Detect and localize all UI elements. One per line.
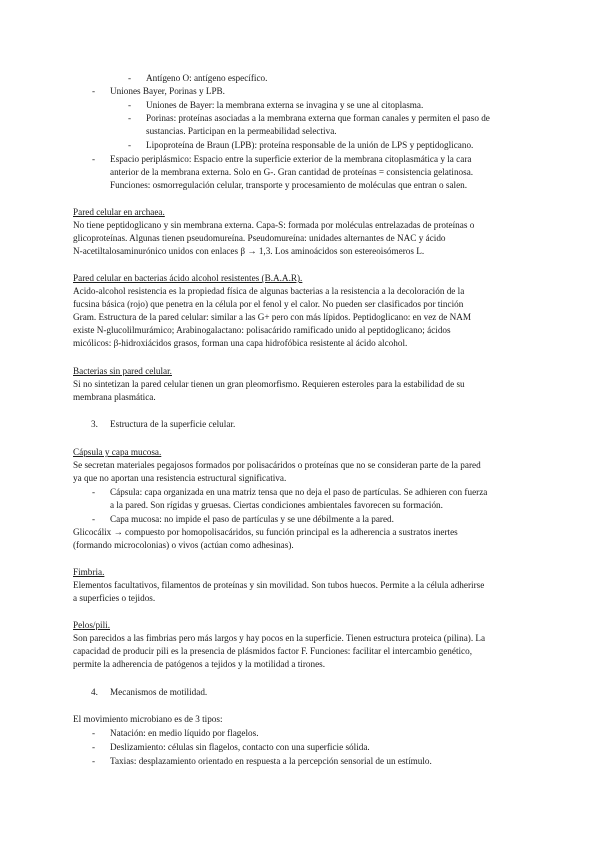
bullet-marker: - <box>92 487 96 497</box>
bullet-marker: - <box>128 113 132 123</box>
pelos-line-2: capacidad de producir pili es la presencia de plásmidos factor F. Funciones: facilitar el intercambio genético, <box>73 646 473 656</box>
porinas-item-line-1: Porinas: proteínas asociadas a la membrana externa que forman canales y permiten el paso de <box>146 113 490 123</box>
baar-line-4: existe N-glucolilmurámico; Arabinogalactano: polisacárido ramificado unido al peptidoglicano; ácidos <box>73 325 451 335</box>
fimbria-line-2: a superficies o tejidos. <box>73 593 156 603</box>
capsula-heading: Cápsula y capa mucosa. <box>73 447 162 457</box>
periplasmico-line-3: Funciones: osmorregulación celular, transporte y procesamiento de moléculas que entran o salen. <box>110 180 468 190</box>
bullet-marker: - <box>92 728 96 738</box>
sin-pared-line-1: Si no sintetizan la pared celular tienen un gran pleomorfismo. Requieren esteroles para la estabilidad de su <box>73 379 465 389</box>
sin-pared-line-2: membrana plasmática. <box>73 392 156 402</box>
deslizamiento-item: Deslizamiento: células sin flagelos, contacto con una superficie sólida. <box>110 742 370 752</box>
bullet-marker: - <box>128 140 132 150</box>
bullet-marker: - <box>92 154 96 164</box>
glicocalix-line-1: Glicocálix → compuesto por homopolisacáridos, su función principal es la adherencia a sustratos inertes <box>73 527 458 537</box>
bullet-marker: - <box>92 86 96 96</box>
section-4-number: 4. <box>91 687 98 697</box>
section-4-title: Mecanismos de motilidad. <box>110 687 208 697</box>
antigeno-o-item: Antígeno O: antígeno específico. <box>146 73 268 83</box>
bullet-marker: - <box>92 742 96 752</box>
fimbria-line-1: Elementos facultativos, filamentos de proteínas y sin movilidad. Son tubos huecos. Permite a la célula adherirse <box>73 580 485 590</box>
taxias-item: Taxias: desplazamiento orientado en respuesta a la percepción sensorial de un estímulo. <box>110 756 432 766</box>
bullet-marker: - <box>128 100 132 110</box>
section-3-number: 3. <box>91 419 98 429</box>
baar-line-2: fucsina básica (rojo) que penetra en la célula por el fenol y el calor. No pueden ser clasificados por tinción <box>73 299 464 309</box>
capsula-line-1: Se secretan materiales pegajosos formados por polisacáridos o proteínas que no se consideran parte de la pared <box>73 460 481 470</box>
baar-line-5: micólicos: β-hidroxiácidos grasos, forman una capa hidrofóbica resistente al ácido alcohol. <box>73 338 408 348</box>
porinas-item-line-2: sustancias. Participan en la permeabilidad selectiva. <box>146 126 337 136</box>
bullet-marker: - <box>128 73 132 83</box>
baar-heading: Pared celular en bacterias ácido alcohol resistentes (B.A.A.R). <box>73 273 303 283</box>
motilidad-intro: El movimiento microbiano es de 3 tipos: <box>73 714 223 724</box>
periplasmico-line-2: anterior de la membrana externa. Solo en G-. Gran cantidad de proteínas = consistencia gelatinosa. <box>110 167 474 177</box>
archaea-heading: Pared celular en archaea. <box>73 207 165 217</box>
pelos-line-3: permite la adherencia de patógenos a tejidos y la motilidad a tirones. <box>73 659 326 669</box>
capsula-item-line-2: a la pared. Son rígidas y gruesas. Ciertas condiciones ambientales favorecen su formación. <box>110 500 443 510</box>
capsula-item-line-1: Cápsula: capa organizada en una matriz tensa que no deja el paso de partículas. Se adhieren con fuerza <box>110 487 488 497</box>
fimbria-heading: Fimbria. <box>73 567 105 577</box>
baar-line-3: Gram. Estructura de la pared celular: similar a las G+ pero con más lípidos. Peptidoglicano: en vez de NAM <box>73 312 472 322</box>
baar-line-1: Acido-alcohol resistencia es la propiedad física de algunas bacterias a la resistencia a la decoloración de la <box>73 286 465 296</box>
capsula-line-2: ya que no aportan una resistencia estructural significativa. <box>73 473 287 483</box>
lipoproteina-item: Lipoproteína de Braun (LPB): proteína responsable de la unión de LPS y peptidoglicano. <box>146 140 474 150</box>
bullet-marker: - <box>92 756 96 766</box>
archaea-line-1: No tiene peptidoglicano y sin membrana externa. Capa-S: formada por moléculas entrelazadas de proteínas o <box>73 220 475 230</box>
sin-pared-heading: Bacterias sin pared celular. <box>73 366 172 376</box>
archaea-line-2: glicoproteínas. Algunas tienen pseudomureína. Pseudomureína: unidades alternantes de NAC y ácido <box>73 233 446 243</box>
pelos-line-1: Son parecidos a las fimbrias pero más largos y hay pocos en la superficie. Tienen estructura proteica (pilina). La <box>73 633 486 643</box>
archaea-line-3: N-acetiltalosaminurónico unidos con enlaces β → 1,3. Los aminoácidos son estereoisómeros L. <box>73 246 425 256</box>
section-3-title: Estructura de la superficie celular. <box>110 419 236 429</box>
capa-mucosa-item: Capa mucosa: no impide el paso de partículas y se une débilmente a la pared. <box>110 514 394 524</box>
pelos-heading: Pelos/pili. <box>73 620 111 630</box>
uniones-heading-item: Uniones Bayer, Porinas y LPB. <box>110 86 225 96</box>
uniones-bayer-item: Uniones de Bayer: la membrana externa se invagina y se une al citoplasma. <box>146 100 424 110</box>
natacion-item: Natación: en medio líquido por flagelos. <box>110 728 259 738</box>
bullet-marker: - <box>92 514 96 524</box>
periplasmico-line-1: Espacio periplásmico: Espacio entre la superficie exterior de la membrana citoplasmática y la cara <box>110 154 472 164</box>
glicocalix-line-2: (formando microcolonias) o vivos (actúan como adhesinas). <box>73 540 294 550</box>
